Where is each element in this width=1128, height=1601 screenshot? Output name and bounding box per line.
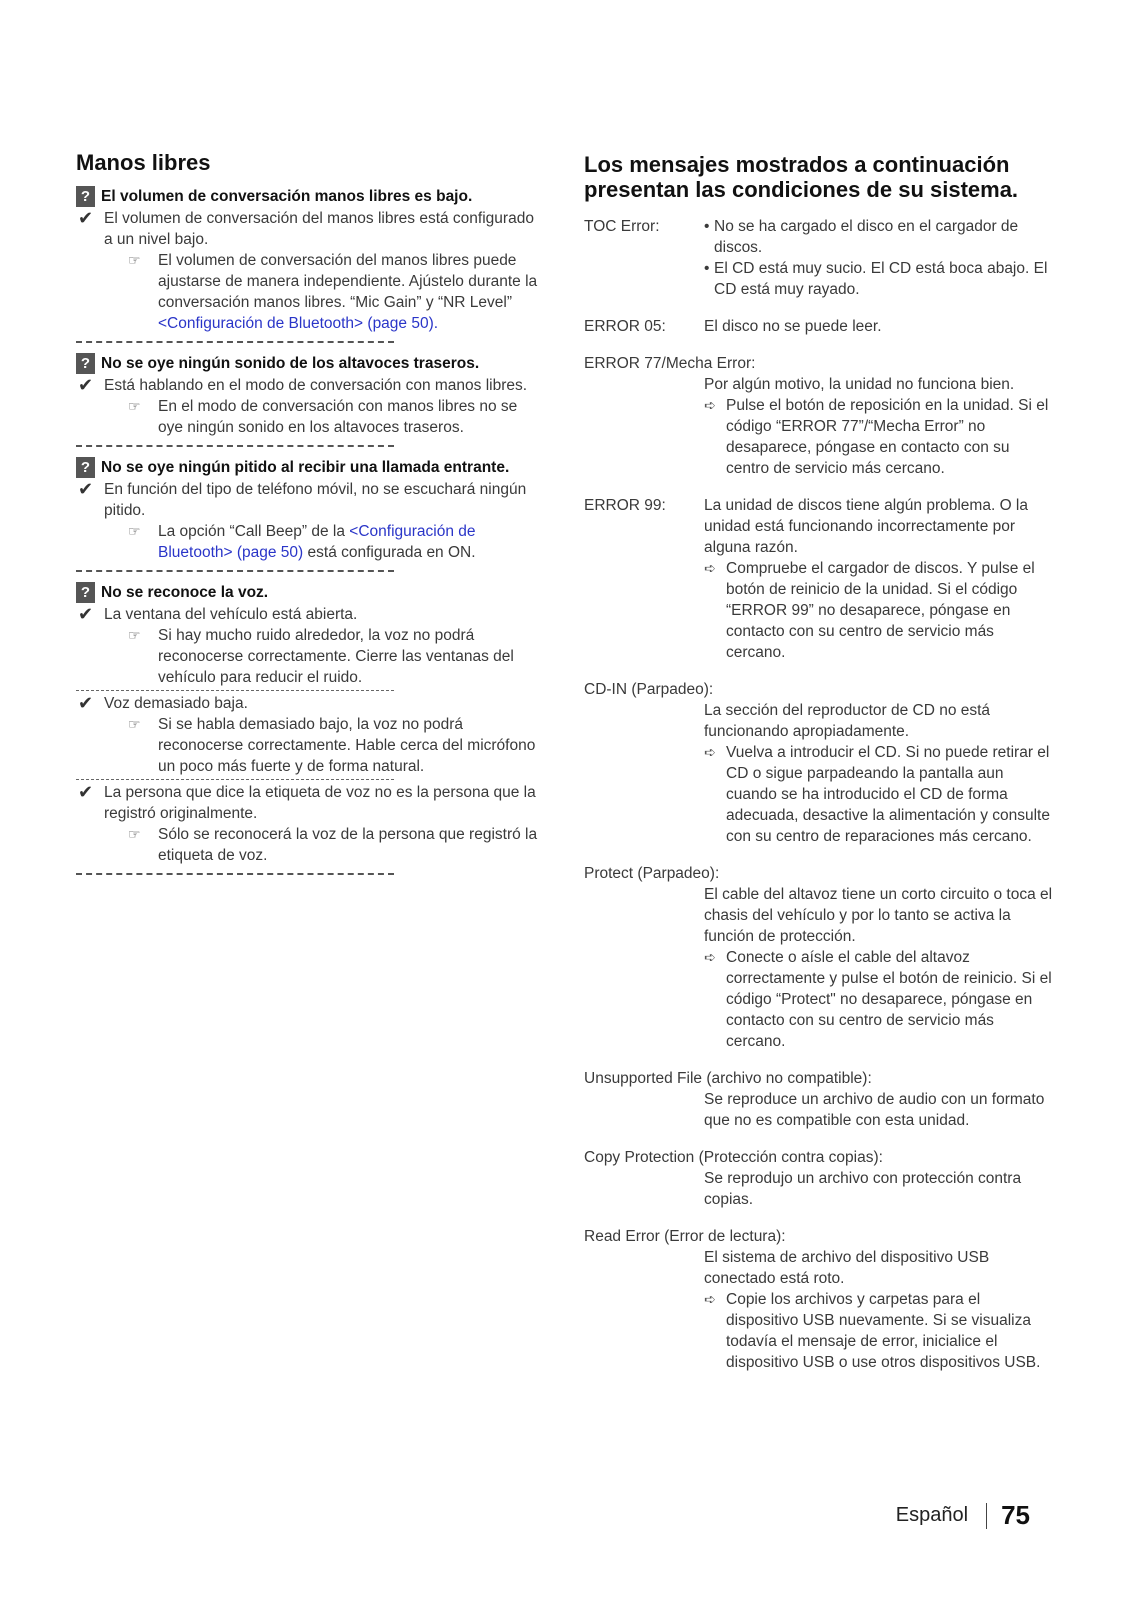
error-action: Vuelva a introducir el CD. Si no puede retirar el CD o sigue parpadeando la pantalla aun cuando se ha introducido el CD de forma adecuada, desactive la alimentación y consulte con su centro de reparaciones más cercano. (726, 744, 1050, 845)
pointing-hand-icon: ☞ (128, 627, 141, 643)
question-4-text: No se reconoce la voz. (101, 584, 269, 601)
cause-text: Voz demasiado baja. (104, 695, 248, 712)
remedy-item (130, 625, 546, 688)
pointing-hand-icon: ☞ (128, 398, 141, 414)
remedy-item (130, 396, 546, 438)
entry-error-99 (584, 495, 1054, 663)
entry-error-77 (584, 353, 1054, 479)
remedy-text: Si se habla demasiado bajo, la voz no podrá reconocerse correctamente. Hable cerca del micrófono un poco más fuerte y de forma natural. (158, 716, 536, 775)
divider (76, 445, 394, 447)
question-icon: ? (76, 186, 95, 207)
remedy-text-end: . (433, 315, 439, 332)
error-action: Conecte o aísle el cable del altavoz correctamente y pulse el botón de reinicio. Si el código “Protect" no desaparece, póngase en contacto con su centro de servicio más cercano. (726, 949, 1052, 1050)
remedy-text: Si hay mucho ruido alrededor, la voz no podrá reconocerse correctamente. Cierre las ventanas del vehículo para reducir el ruido. (158, 627, 514, 686)
remedy-item (130, 824, 546, 866)
cause-item (76, 604, 546, 625)
entry-cd-in (584, 679, 1054, 847)
error-desc: El sistema de archivo del dispositivo USB conectado está roto. (704, 1249, 990, 1287)
error-code: Copy Protection (Protección contra copias): (584, 1149, 883, 1166)
question-1-text: El volumen de conversación manos libres es bajo. (101, 188, 473, 205)
remedy-text (158, 250, 546, 334)
remedy-text-pre: La opción “Call Beep” de la (158, 523, 350, 540)
page-number: 75 (1001, 1500, 1030, 1530)
error-desc: Se reprodujo un archivo con protección contra copias. (704, 1170, 1022, 1208)
question-4 (76, 582, 546, 603)
arrow-icon: ➪ (704, 1291, 716, 1307)
check-icon: ✔ (78, 375, 94, 395)
remedy-text-body: El volumen de conversación del manos libres puede ajustarse de manera independiente. Ajústelo durante la conversación manos libres. “Mic Gain” y “NR Level” (158, 252, 538, 311)
question-2 (76, 353, 546, 374)
check-icon: ✔ (78, 208, 94, 228)
question-1 (76, 186, 546, 207)
cause-item (76, 375, 546, 396)
cause-text: La persona que dice la etiqueta de voz no es la persona que la registró originalmente. (104, 784, 536, 822)
check-icon: ✔ (78, 693, 94, 713)
pointing-hand-icon: ☞ (128, 826, 141, 842)
cause-text: La ventana del vehículo está abierta. (104, 606, 358, 623)
error-action: Copie los archivos y carpetas para el dispositivo USB nuevamente. Si se visualiza todavía el mensaje de error, inicialice el dispositivo USB o use otros dispositivos USB. (726, 1291, 1041, 1371)
bullet: • (704, 218, 710, 235)
error-action: Pulse el botón de reposición en la unidad. Si el código “ERROR 77”/“Mecha Error” no desaparece, póngase en contacto con su centro de servicio más cercano. (726, 397, 1049, 477)
arrow-icon: ➪ (704, 397, 716, 413)
entry-error-05 (584, 316, 1054, 337)
divider (76, 690, 394, 691)
divider (76, 570, 394, 572)
remedy-text (158, 521, 546, 563)
error-desc: La sección del reproductor de CD no está funcionando apropiadamente. (704, 702, 991, 740)
error-desc: No se ha cargado el disco en el cargador de discos. (714, 218, 1019, 256)
error-code: ERROR 77/Mecha Error: (584, 355, 756, 372)
remedy-item (130, 521, 546, 563)
question-icon: ? (76, 457, 95, 478)
remedy-item (130, 714, 546, 777)
error-desc: La unidad de discos tiene algún problema. O la unidad está funcionando incorrectamente por alguna razón. (704, 497, 1028, 556)
page-footer (896, 1500, 1030, 1531)
error-desc: El CD está muy sucio. El CD está boca abajo. El CD está muy rayado. (714, 260, 1048, 298)
cause-item (76, 782, 546, 824)
footer-divider (986, 1503, 987, 1529)
error-code: ERROR 05: (584, 318, 666, 335)
arrow-icon: ➪ (704, 949, 716, 965)
remedy-text: Sólo se reconocerá la voz de la persona que registró la etiqueta de voz. (158, 826, 538, 864)
error-desc: Se reproduce un archivo de audio con un formato que no es compatible con esta unidad. (704, 1091, 1045, 1129)
cause-text: En función del tipo de teléfono móvil, no se escuchará ningún pitido. (104, 481, 527, 519)
cause-item (76, 208, 546, 250)
pointing-hand-icon: ☞ (128, 523, 141, 539)
cause-text: El volumen de conversación del manos libres está configurado a un nivel bajo. (104, 210, 534, 248)
bluetooth-settings-link[interactable]: <Configuración de Bluetooth> (page 50) (158, 523, 476, 561)
entry-read-error (584, 1226, 1054, 1373)
error-code: CD-IN (Parpadeo): (584, 681, 714, 698)
error-code: Read Error (Error de lectura): (584, 1228, 786, 1245)
entry-toc-error (584, 216, 1054, 300)
divider (76, 873, 394, 875)
error-desc: El disco no se puede leer. (704, 318, 882, 335)
error-desc: Por algún motivo, la unidad no funciona bien. (704, 376, 1015, 393)
cause-item (76, 693, 546, 714)
left-column (76, 150, 546, 885)
pointing-hand-icon: ☞ (128, 716, 141, 732)
question-icon: ? (76, 353, 95, 374)
arrow-icon: ➪ (704, 744, 716, 760)
error-code: ERROR 99: (584, 497, 666, 514)
cause-text: Está hablando en el modo de conversación con manos libres. (104, 377, 528, 394)
entry-copy-protection (584, 1147, 1054, 1210)
entry-protect (584, 863, 1054, 1052)
section-title-messages: Los mensajes mostrados a continuación presentan las condiciones de su sistema. (584, 152, 1019, 202)
bullet: • (704, 260, 710, 277)
section-title-manos-libres: Manos libres (76, 150, 211, 175)
check-icon: ✔ (78, 479, 94, 499)
arrow-icon: ➪ (704, 560, 716, 576)
error-code: Unsupported File (archivo no compatible): (584, 1070, 872, 1087)
error-code: TOC Error: (584, 218, 660, 235)
remedy-text-post: está configurada en ON. (303, 544, 476, 561)
divider (76, 341, 394, 343)
footer-language: Español (895, 1504, 969, 1526)
cause-item (76, 479, 546, 521)
divider (76, 779, 394, 780)
question-2-text: No se oye ningún sonido de los altavoces traseros. (101, 355, 480, 372)
question-icon: ? (76, 582, 95, 603)
pointing-hand-icon: ☞ (128, 252, 141, 268)
check-icon: ✔ (78, 782, 94, 802)
bluetooth-settings-link[interactable]: <Configuración de Bluetooth> (page 50) (158, 315, 434, 332)
remedy-text: En el modo de conversación con manos libres no se oye ningún sonido en los altavoces traseros. (158, 398, 518, 436)
error-code: Protect (Parpadeo): (584, 865, 720, 882)
question-3 (76, 457, 546, 478)
error-desc: El cable del altavoz tiene un corto circuito o toca el chasis del vehículo y por lo tanto se activa la función de protección. (704, 886, 1053, 945)
entry-unsupported-file (584, 1068, 1054, 1131)
right-column (584, 152, 1054, 1389)
remedy-item (130, 250, 546, 334)
error-action: Compruebe el cargador de discos. Y pulse el botón de reinicio de la unidad. Si el código “ERROR 99” no desaparece, póngase en contacto con su centro de servicio más cercano. (726, 560, 1035, 661)
question-3-text: No se oye ningún pitido al recibir una llamada entrante. (101, 459, 510, 476)
check-icon: ✔ (78, 604, 94, 624)
